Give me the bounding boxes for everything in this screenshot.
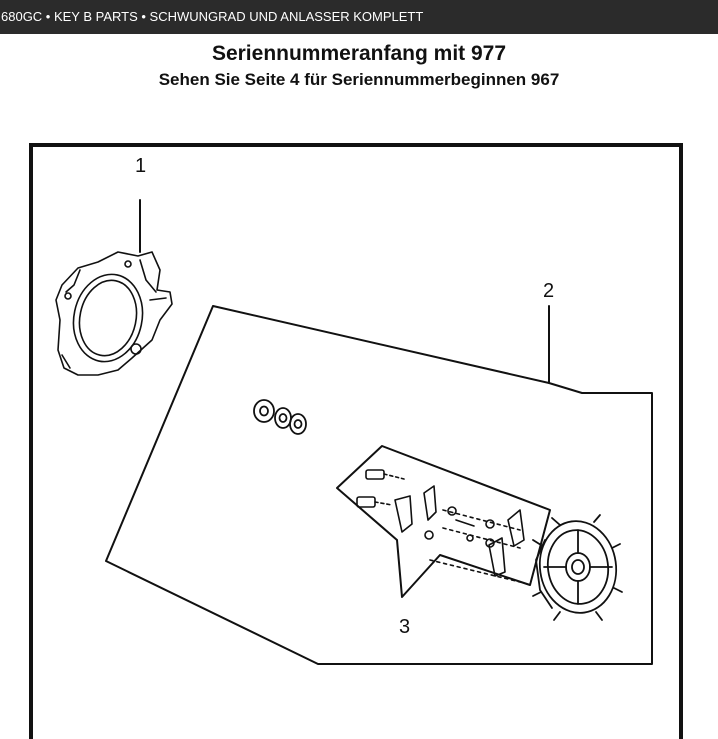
callout-2: 2 <box>543 280 555 302</box>
callout-3: 3 <box>399 616 411 638</box>
callout-1: 1 <box>135 155 147 177</box>
pawl-kit-outline <box>337 446 550 597</box>
breadcrumb: 680GC • KEY B PARTS • SCHWUNGRAD UND ANLASSER KOMPLETT <box>0 0 718 34</box>
nut-and-washers <box>254 400 306 434</box>
kit-outline <box>106 306 652 664</box>
starter-housing-part <box>56 252 172 375</box>
page-subtitle: Sehen Sie Seite 4 für Seriennummerbeginnen 967 <box>158 70 560 89</box>
flywheel-part <box>533 515 622 620</box>
page-title: Seriennummeranfang mit 977 <box>211 42 507 65</box>
